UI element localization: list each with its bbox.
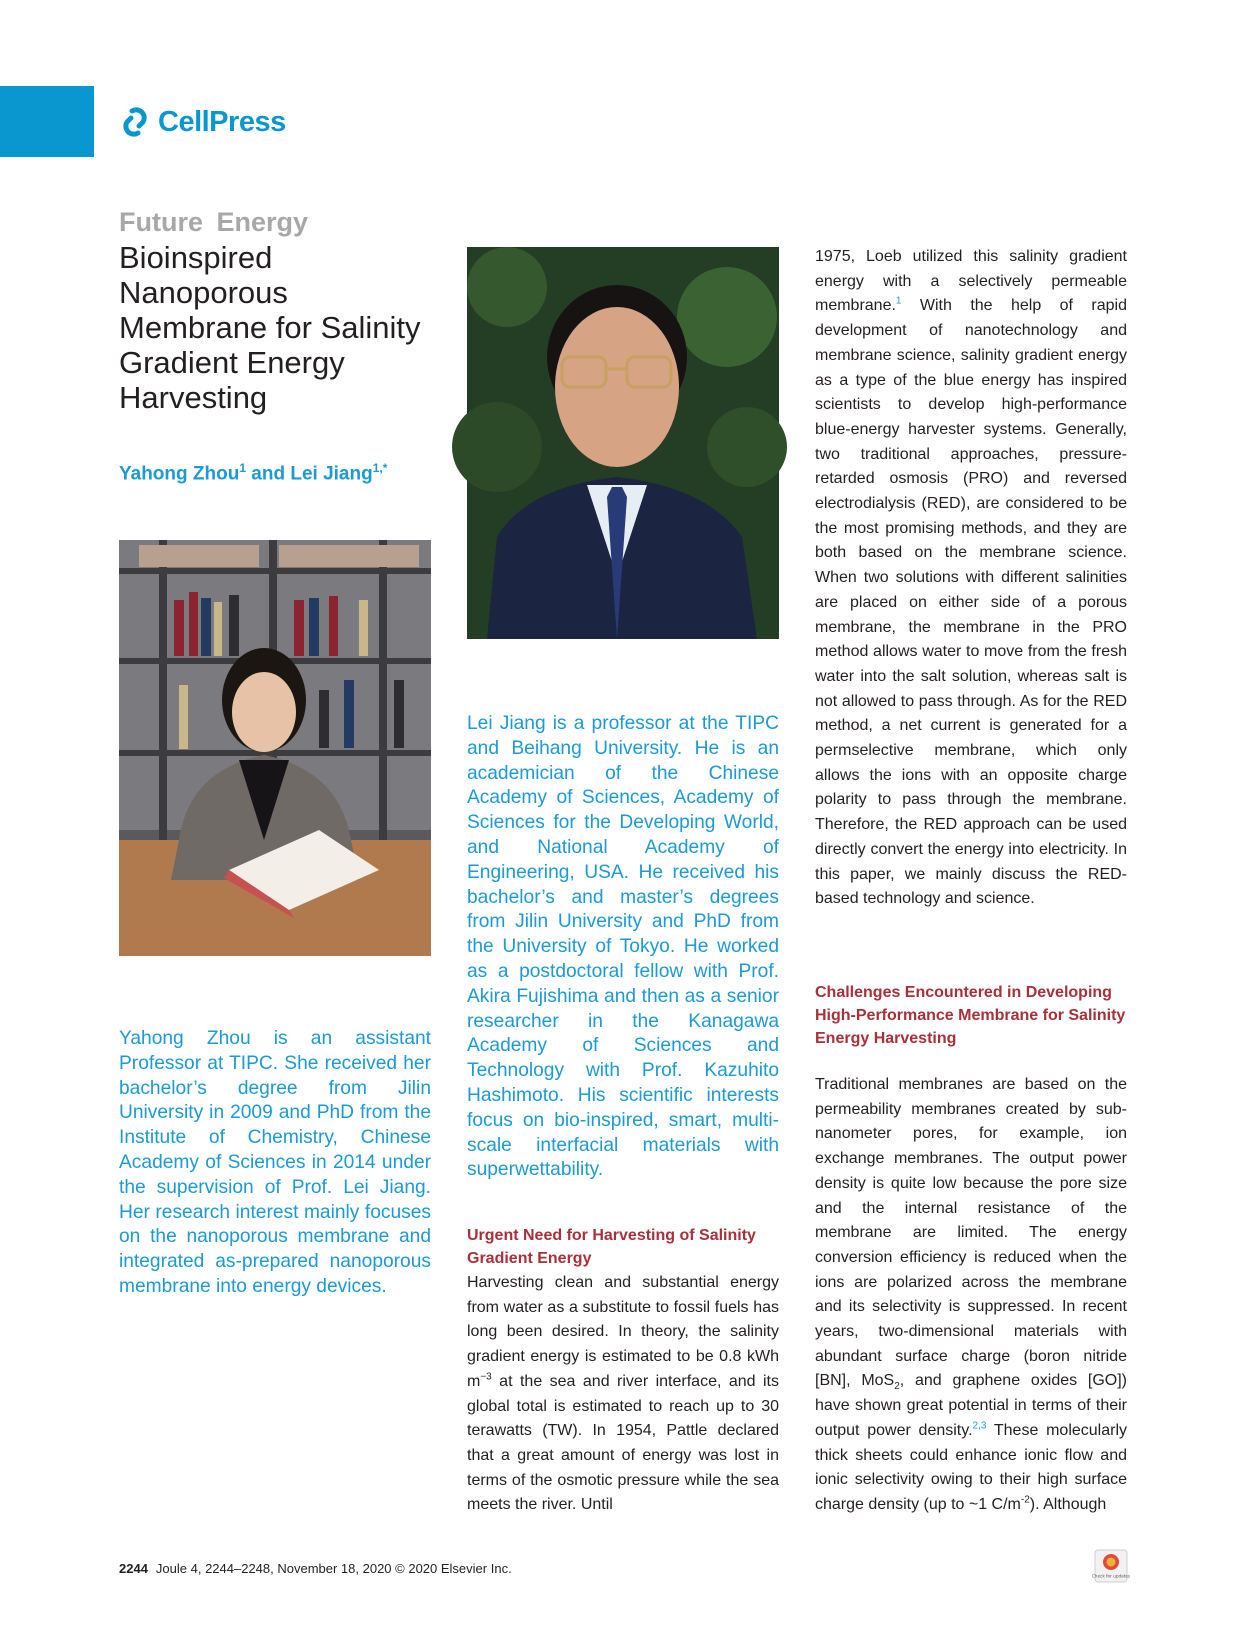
urgent-superscript: −3 — [480, 1371, 492, 1383]
paragraph-challenges — [815, 1073, 1127, 1518]
heading-urgent-need: Urgent Need for Harvesting of Salinity Gradient Energy — [467, 1227, 756, 1267]
reference-link-1[interactable]: 1 — [895, 296, 902, 308]
cellpress-logo-icon — [118, 105, 152, 139]
author-zhou[interactable]: Yahong Zhou — [119, 463, 240, 485]
reference-link-2-3[interactable]: 2,3 — [972, 1420, 987, 1432]
page-number: 2244 — [119, 1561, 148, 1576]
page-footer — [119, 1561, 512, 1576]
badge-label: Check for updates — [1091, 1573, 1131, 1579]
check-for-updates-badge[interactable] — [1091, 1549, 1131, 1583]
urgent-text-2: at the sea and river interface, and its global total is estimated to reach up to 30 terawatts (TW). In 1954, Pattle declared that a great amount of energy was lost in terms of the osmotic pressure while the sea meets the river. Until — [467, 1372, 779, 1514]
author-and: and — [246, 463, 291, 485]
cellpress-logo-text: CellPress — [158, 105, 286, 138]
heading-challenges: Challenges Encountered in Developing High-Performance Membrane for Salinity Energy Harvesting — [815, 984, 1126, 1047]
photo-lei-jiang — [467, 247, 779, 639]
urgent-text-1: Harvesting clean and substantial energy from water as a substitute to fossil fuels has long been desired. In theory, the salinity gradient energy is estimated to be 0.8 kWh m — [467, 1274, 779, 1390]
brand-color-tab — [0, 86, 94, 157]
article-title: Bioinspired Nanoporous Membrane for Salinity Gradient Energy Harvesting — [119, 240, 421, 415]
bio-yahong-zhou: Yahong Zhou is an assistant Professor at TIPC. She received her bachelor’s degree from Jilin University in 2009 and PhD from the Institute of Chemistry, Chinese Academy of Sciences in 2014 under the supervision of Prof. Lei Jiang. Her research interest mainly focuses on the nanoporous membrane and integrated as-prepared nanoporous membrane into energy devices. — [119, 1028, 431, 1297]
author-jiang-affiliation: 1,* — [372, 461, 388, 475]
challenges-subscript: 2 — [894, 1381, 900, 1393]
bio-lei-jiang: Lei Jiang is a professor at the TIPC and Beihang University. He is an academician of the Chinese Academy of Sciences, Academy of Sciences for the Developing World, and National Academy of Engineering, USA. He received his bachelor’s and master’s degrees from Jilin University and PhD from the University of Tokyo. He worked as a postdoctoral fellow with Prof. Akira Fujishima and then as a senior researcher in the Kanagawa Academy of Sciences and Technology with Prof. Kazuhito Hashimoto. His scientific interests focus on bio-inspired, smart, multi-scale interfacial materials with superwettability. — [467, 713, 779, 1181]
photo-yahong-zhou — [119, 540, 431, 956]
challenges-text-3: These molecularly thick sheets could enhance ionic flow and ionic selectivity owing to their high surface charge density (up to ~1 C/m — [815, 1421, 1128, 1513]
check-for-updates-icon — [1091, 1549, 1131, 1583]
author-jiang[interactable]: Lei Jiang — [290, 463, 373, 485]
col3-text-2: With the help of rapid development of nanotechnology and membrane science, salinity gradient energy as a type of the blue energy has inspired scientists to develop high-performance blue-energy harvester systems. Generally, two traditional approaches, pressure-retarded osmosis (PRO) and reversed electrodialysis (RED), are considered to be the most promising methods, and they are both based on the membrane science. When two solutions with different salinities are placed on either side of a porous membrane, the membrane in the PRO method allows water to move from the fresh water into the salt solution, whereas salt is not allowed to pass through. As for the RED method, a net current is generated for a permselective membrane, which only allows the ions with an opposite charge polarity to pass through the membrane. Therefore, the RED approach can be used directly convert the energy into electricity. In this paper, we mainly discuss the RED-based technology and science. — [815, 297, 1127, 908]
author-zhou-affiliation: 1 — [239, 461, 247, 475]
section-label: Future Energy — [119, 207, 309, 237]
paragraph-urgent-need — [467, 1271, 779, 1518]
challenges-superscript: -2 — [1020, 1494, 1030, 1506]
cellpress-logo[interactable] — [118, 102, 286, 142]
challenges-text-2: , and graphene oxides [GO]) have shown great potential in terms of their output power density. — [815, 1372, 1127, 1439]
author-list — [119, 461, 387, 485]
challenges-text-4: ). Although — [1029, 1495, 1107, 1513]
paragraph-loeb-red — [815, 245, 1127, 912]
challenges-text-1: Traditional membranes are based on the permeability membranes created by sub-nanometer pores, for example, ion exchange membranes. The output power density is quite low because the pore size and the internal resistance of the membrane are limited. The energy conversion efficiency is reduced when the ions are polarized across the membrane and its selectivity is suppressed. In recent years, two-dimensional materials with abundant surface charge (boron nitride [BN], MoS — [815, 1076, 1127, 1390]
journal-citation: Joule 4, 2244–2248, November 18, 2020 © 2020 Elsevier Inc. — [155, 1561, 512, 1576]
col3-text-1: 1975, Loeb utilized this salinity gradient energy with a selectively permeable membrane. — [815, 248, 1127, 315]
